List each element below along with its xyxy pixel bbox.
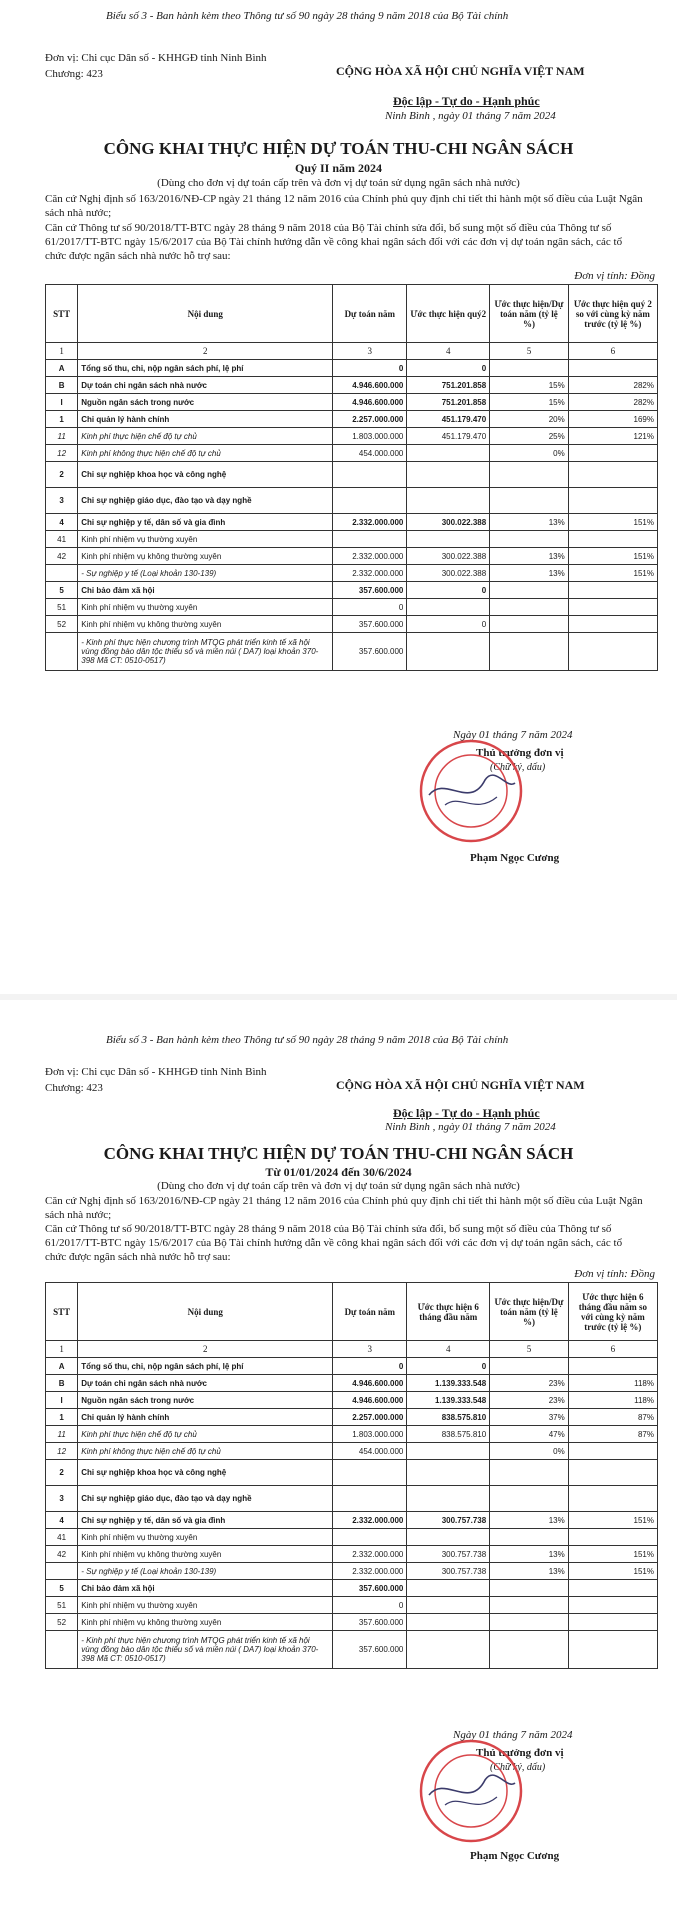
row-yoy: [568, 1486, 657, 1512]
col-index: 2: [78, 343, 333, 360]
motto: Độc lập - Tự do - Hạnh phúc: [393, 94, 540, 108]
row-plan: 2.332.000.000: [333, 565, 407, 582]
row-yoy: 151%: [568, 1563, 657, 1580]
row-actual: 300.757.738: [407, 1546, 490, 1563]
col-index: 3: [333, 1341, 407, 1358]
row-stt: I: [46, 394, 78, 411]
row-actual: [407, 1443, 490, 1460]
row-yoy: [568, 1614, 657, 1631]
row-yoy: 151%: [568, 1546, 657, 1563]
row-yoy: [568, 1358, 657, 1375]
document-title: CÔNG KHAI THỰC HIỆN DỰ TOÁN THU-CHI NGÂN SÁCH: [103, 1144, 574, 1163]
row-yoy: 151%: [568, 565, 657, 582]
row-actual: 300.022.388: [407, 514, 490, 531]
row-stt: 2: [46, 1460, 78, 1486]
row-ratio: [490, 360, 569, 377]
period: Quý II năm 2024: [294, 161, 383, 175]
row-yoy: [568, 1529, 657, 1546]
row-content: Kinh phí nhiệm vụ không thường xuyên: [78, 548, 333, 565]
row-stt: 41: [46, 1529, 78, 1546]
issued-note: Biểu số 3 - Ban hành kèm theo Thông tư số 90 ngày 28 tháng 9 năm 2018 của Bộ Tài chính: [106, 10, 509, 22]
budget-table: [45, 1282, 658, 1669]
row-ratio: 15%: [490, 377, 569, 394]
table-row: [46, 582, 658, 599]
col-index: 5: [490, 1341, 569, 1358]
col-header-plan: Dự toán năm: [333, 1283, 407, 1341]
row-ratio: [490, 599, 569, 616]
row-stt: 4: [46, 514, 78, 531]
row-stt: 12: [46, 445, 78, 462]
col-index: 1: [46, 1341, 78, 1358]
table-row: [46, 1486, 658, 1512]
row-content: Kinh phí thực hiện chế độ tự chủ: [78, 428, 333, 445]
row-plan: 4.946.600.000: [333, 1392, 407, 1409]
currency-unit: Đơn vị tính: Đồng: [574, 1268, 655, 1280]
row-plan: 357.600.000: [333, 633, 407, 671]
table-row: [46, 445, 658, 462]
row-content: Nguồn ngân sách trong nước: [78, 1392, 333, 1409]
row-actual: 451.179.470: [407, 411, 490, 428]
row-content: Chi bảo đảm xã hội: [78, 1580, 333, 1597]
row-plan: 454.000.000: [333, 445, 407, 462]
col-header-yoy: Ước thực hiện quý 2 so với cùng kỳ năm trước (tỷ lệ %): [568, 285, 657, 343]
chapter-line: Chương: 423: [45, 1082, 103, 1094]
row-plan: 0: [333, 360, 407, 377]
row-plan: 357.600.000: [333, 616, 407, 633]
row-actual: 838.575.810: [407, 1426, 490, 1443]
col-index: 5: [490, 343, 569, 360]
row-stt: 3: [46, 488, 78, 514]
table-row: [46, 1631, 658, 1669]
table-row: [46, 1426, 658, 1443]
row-stt: 52: [46, 1614, 78, 1631]
row-yoy: [568, 1597, 657, 1614]
row-actual: 0: [407, 582, 490, 599]
row-content: Kinh phí nhiệm vụ thường xuyên: [78, 1597, 333, 1614]
col-header-ratio: Ước thực hiện/Dự toán năm (tỷ lệ %): [490, 1283, 569, 1341]
row-plan: 2.332.000.000: [333, 514, 407, 531]
row-stt: 51: [46, 1597, 78, 1614]
table-row: [46, 1614, 658, 1631]
row-stt: [46, 633, 78, 671]
motto: Độc lập - Tự do - Hạnh phúc: [393, 1106, 540, 1120]
row-content: - Sự nghiệp y tế (Loại khoản 130-139): [78, 1563, 333, 1580]
row-ratio: [490, 1529, 569, 1546]
table-row: [46, 1563, 658, 1580]
row-actual: [407, 1580, 490, 1597]
signature-date: Ngày 01 tháng 7 năm 2024: [453, 1729, 573, 1741]
table-row: [46, 599, 658, 616]
table-row: [46, 411, 658, 428]
table-row: [46, 428, 658, 445]
signer-name: Phạm Ngọc Cương: [470, 1850, 560, 1862]
signature-date: Ngày 01 tháng 7 năm 2024: [453, 729, 573, 741]
row-yoy: [568, 1631, 657, 1669]
table-row: [46, 1443, 658, 1460]
col-index: 2: [78, 1341, 333, 1358]
row-content: Dự toán chi ngân sách nhà nước: [78, 377, 333, 394]
row-plan: 1.803.000.000: [333, 1426, 407, 1443]
row-plan: [333, 488, 407, 514]
row-yoy: 151%: [568, 548, 657, 565]
row-yoy: [568, 616, 657, 633]
table-row: [46, 360, 658, 377]
row-stt: 11: [46, 428, 78, 445]
period: Từ 01/01/2024 đến 30/6/2024: [265, 1165, 412, 1179]
row-ratio: [490, 582, 569, 599]
row-plan: 0: [333, 1358, 407, 1375]
row-actual: [407, 599, 490, 616]
row-content: - Kinh phí thực hiện chương trình MTQG phát triển kinh tế xã hội vùng đồng bào dân tộc thiểu số và miền núi ( DA7) loại khoản 370-398 Mã CT: 0510-0517): [78, 1631, 333, 1669]
table-row: [46, 1597, 658, 1614]
table-row: [46, 1546, 658, 1563]
row-plan: 2.332.000.000: [333, 1512, 407, 1529]
row-stt: 2: [46, 462, 78, 488]
row-stt: 3: [46, 1486, 78, 1512]
row-ratio: [490, 616, 569, 633]
row-yoy: [568, 633, 657, 671]
table-body: [46, 360, 658, 671]
table-row: [46, 616, 658, 633]
nation-header: CỘNG HÒA XÃ HỘI CHỦ NGHĨA VIỆT NAM: [336, 64, 585, 78]
row-stt: [46, 565, 78, 582]
row-stt: 52: [46, 616, 78, 633]
row-actual: [407, 1614, 490, 1631]
legal-basis-2: Căn cứ Thông tư số 90/2018/TT-BTC ngày 28 tháng 9 năm 2018 của Bộ Tài chính sửa đổi, bổ sung một số điều của Thông tư số 61/2017/TT-BTC ngày 15/6/2017 của Bộ Tài chính hướng dẫn về công khai ngân sách đối với các đơn vị dự toán ngân sách, các tổ chức được ngân sách nhà nước hỗ trợ sau:: [45, 222, 623, 262]
row-content: Chi sự nghiệp giáo dục, đào tạo và dạy nghề: [78, 1486, 333, 1512]
row-content: - Sự nghiệp y tế (Loại khoản 130-139): [78, 565, 333, 582]
row-plan: 2.257.000.000: [333, 411, 407, 428]
row-content: Chi sự nghiệp khoa học và công nghệ: [78, 1460, 333, 1486]
row-content: Chi quản lý hành chính: [78, 411, 333, 428]
row-ratio: [490, 531, 569, 548]
row-actual: 838.575.810: [407, 1409, 490, 1426]
row-yoy: [568, 1460, 657, 1486]
col-header-ratio: Ước thực hiện/Dự toán năm (tỷ lệ %): [490, 285, 569, 343]
row-actual: [407, 1631, 490, 1669]
row-stt: 41: [46, 531, 78, 548]
row-ratio: 23%: [490, 1392, 569, 1409]
row-ratio: 0%: [490, 1443, 569, 1460]
row-plan: [333, 1486, 407, 1512]
table-body: [46, 1358, 658, 1669]
row-plan: 0: [333, 1597, 407, 1614]
row-ratio: 13%: [490, 514, 569, 531]
row-ratio: [490, 633, 569, 671]
row-content: Kinh phí nhiệm vụ thường xuyên: [78, 1529, 333, 1546]
row-stt: 5: [46, 582, 78, 599]
row-content: Chi sự nghiệp giáo dục, đào tạo và dạy nghề: [78, 488, 333, 514]
row-stt: 1: [46, 1409, 78, 1426]
row-content: Kinh phí nhiệm vụ thường xuyên: [78, 599, 333, 616]
signature-note: (Chữ ký, dấu): [490, 762, 546, 773]
table-row: [46, 531, 658, 548]
row-ratio: 13%: [490, 1512, 569, 1529]
row-actual: 0: [407, 1358, 490, 1375]
row-yoy: 118%: [568, 1375, 657, 1392]
row-plan: 4.946.600.000: [333, 394, 407, 411]
table-row: [46, 633, 658, 671]
row-actual: [407, 1597, 490, 1614]
table-row: [46, 1460, 658, 1486]
col-index: 6: [568, 343, 657, 360]
table-row: [46, 1409, 658, 1426]
row-plan: [333, 462, 407, 488]
row-ratio: 15%: [490, 394, 569, 411]
col-header-actual: Ước thực hiện 6 tháng đầu năm: [407, 1283, 490, 1341]
row-stt: [46, 1563, 78, 1580]
col-header-yoy: Ước thực hiện 6 tháng đầu năm so với cùng kỳ năm trước (tỷ lệ %): [568, 1283, 657, 1341]
row-actual: [407, 1460, 490, 1486]
row-plan: 2.332.000.000: [333, 1546, 407, 1563]
row-actual: [407, 1529, 490, 1546]
row-ratio: 20%: [490, 411, 569, 428]
row-ratio: 13%: [490, 1546, 569, 1563]
issued-note: Biểu số 3 - Ban hành kèm theo Thông tư số 90 ngày 28 tháng 9 năm 2018 của Bộ Tài chính: [106, 1034, 509, 1046]
row-yoy: [568, 599, 657, 616]
row-content: Kinh phí không thực hiện chế độ tự chủ: [78, 1443, 333, 1460]
table-row: [46, 488, 658, 514]
row-stt: A: [46, 1358, 78, 1375]
official-stamp-icon: [415, 735, 527, 847]
row-plan: 357.600.000: [333, 1580, 407, 1597]
row-yoy: 121%: [568, 428, 657, 445]
row-content: - Kinh phí thực hiện chương trình MTQG phát triển kinh tế xã hội vùng đồng bào dân tộc thiểu số và miền núi ( DA7) loại khoản 370-398 Mã CT: 0510-0517): [78, 633, 333, 671]
row-yoy: [568, 531, 657, 548]
row-actual: 300.022.388: [407, 565, 490, 582]
document-title: CÔNG KHAI THỰC HIỆN DỰ TOÁN THU-CHI NGÂN SÁCH: [103, 139, 574, 158]
row-ratio: 13%: [490, 565, 569, 582]
row-stt: 4: [46, 1512, 78, 1529]
nation-header: CỘNG HÒA XÃ HỘI CHỦ NGHĨA VIỆT NAM: [336, 1078, 585, 1092]
row-stt: 42: [46, 1546, 78, 1563]
currency-unit: Đơn vị tính: Đồng: [574, 270, 655, 282]
row-actual: 751.201.858: [407, 377, 490, 394]
row-content: Nguồn ngân sách trong nước: [78, 394, 333, 411]
row-actual: 0: [407, 616, 490, 633]
row-actual: 300.757.738: [407, 1563, 490, 1580]
row-stt: 42: [46, 548, 78, 565]
row-ratio: [490, 1614, 569, 1631]
row-plan: 2.332.000.000: [333, 1563, 407, 1580]
row-ratio: 25%: [490, 428, 569, 445]
legal-basis-1: Căn cứ Nghị định số 163/2016/NĐ-CP ngày 21 tháng 12 năm 2016 của Chính phủ quy định chi tiết thi hành một số điều của Luật Ngân sách nhà nước;: [45, 193, 643, 219]
place-date: Ninh Bình , ngày 01 tháng 7 năm 2024: [385, 1121, 556, 1133]
row-content: Chi sự nghiệp y tế, dân số và gia đình: [78, 514, 333, 531]
row-actual: 300.022.388: [407, 548, 490, 565]
row-plan: 1.803.000.000: [333, 428, 407, 445]
row-plan: 357.600.000: [333, 1631, 407, 1669]
row-yoy: [568, 1443, 657, 1460]
row-stt: 51: [46, 599, 78, 616]
row-plan: 357.600.000: [333, 1614, 407, 1631]
row-ratio: [490, 1631, 569, 1669]
unit-line: Đơn vị: Chi cục Dân số - KHHGĐ tỉnh Ninh Bình: [45, 1066, 267, 1078]
row-yoy: 151%: [568, 514, 657, 531]
row-actual: 300.757.738: [407, 1512, 490, 1529]
row-actual: 451.179.470: [407, 428, 490, 445]
col-index: 6: [568, 1341, 657, 1358]
row-actual: 751.201.858: [407, 394, 490, 411]
row-content: Dự toán chi ngân sách nhà nước: [78, 1375, 333, 1392]
row-stt: [46, 1631, 78, 1669]
row-stt: A: [46, 360, 78, 377]
row-plan: [333, 531, 407, 548]
table-row: [46, 1512, 658, 1529]
table-row: [46, 394, 658, 411]
table-row: [46, 377, 658, 394]
col-header-plan: Dự toán năm: [333, 285, 407, 343]
row-yoy: 118%: [568, 1392, 657, 1409]
row-ratio: [490, 1580, 569, 1597]
row-actual: [407, 488, 490, 514]
row-stt: 11: [46, 1426, 78, 1443]
row-yoy: [568, 1580, 657, 1597]
row-plan: 2.332.000.000: [333, 548, 407, 565]
table-row: [46, 1529, 658, 1546]
row-content: Kinh phí nhiệm vụ không thường xuyên: [78, 1546, 333, 1563]
table-row: [46, 1392, 658, 1409]
row-plan: 357.600.000: [333, 582, 407, 599]
legal-basis-2: Căn cứ Thông tư số 90/2018/TT-BTC ngày 28 tháng 9 năm 2018 của Bộ Tài chính sửa đổi, bổ sung một số điều của Thông tư số 61/2017/TT-BTC ngày 15/6/2017 của Bộ Tài chính hướng dẫn về công khai ngân sách đối với các đơn vị dự toán ngân sách, các tổ chức được ngân sách nhà nước hỗ trợ sau:: [45, 1223, 623, 1263]
row-content: Kinh phí nhiệm vụ không thường xuyên: [78, 616, 333, 633]
row-yoy: [568, 445, 657, 462]
row-ratio: 37%: [490, 1409, 569, 1426]
row-stt: 1: [46, 411, 78, 428]
row-stt: B: [46, 1375, 78, 1392]
row-yoy: [568, 488, 657, 514]
row-ratio: 13%: [490, 1563, 569, 1580]
col-header-content: Nội dung: [78, 1283, 333, 1341]
report-page-6-months: [0, 1000, 677, 1909]
row-actual: 1.139.333.548: [407, 1392, 490, 1409]
row-stt: 12: [46, 1443, 78, 1460]
row-ratio: [490, 1358, 569, 1375]
table-row: [46, 514, 658, 531]
col-index: 3: [333, 343, 407, 360]
row-content: Tổng số thu, chi, nộp ngân sách phí, lệ phí: [78, 1358, 333, 1375]
row-yoy: [568, 360, 657, 377]
row-content: Chi sự nghiệp y tế, dân số và gia đình: [78, 1512, 333, 1529]
chapter-line: Chương: 423: [45, 68, 103, 80]
usage-note: (Dùng cho đơn vị dự toán cấp trên và đơn vị dự toán sử dụng ngân sách nhà nước): [157, 1180, 520, 1192]
table-row: [46, 548, 658, 565]
signer-name: Phạm Ngọc Cương: [470, 852, 560, 864]
row-yoy: 282%: [568, 377, 657, 394]
col-header-actual: Ước thực hiện quý2: [407, 285, 490, 343]
row-actual: [407, 1486, 490, 1512]
row-plan: 454.000.000: [333, 1443, 407, 1460]
row-plan: [333, 1529, 407, 1546]
legal-basis-1: Căn cứ Nghị định số 163/2016/NĐ-CP ngày 21 tháng 12 năm 2016 của Chính phủ quy định chi tiết thi hành một số điều của Luật Ngân sách nhà nước;: [45, 1195, 643, 1221]
row-actual: [407, 445, 490, 462]
table-row: [46, 565, 658, 582]
row-ratio: 23%: [490, 1375, 569, 1392]
row-ratio: [490, 1597, 569, 1614]
signature-title: Thủ trưởng đơn vị: [476, 747, 564, 759]
row-yoy: 87%: [568, 1426, 657, 1443]
row-content: Chi bảo đảm xã hội: [78, 582, 333, 599]
budget-table: [45, 284, 658, 671]
row-stt: 5: [46, 1580, 78, 1597]
row-actual: 1.139.333.548: [407, 1375, 490, 1392]
col-header-stt: STT: [46, 1283, 78, 1341]
col-index: 4: [407, 343, 490, 360]
table-row: [46, 462, 658, 488]
row-yoy: [568, 462, 657, 488]
unit-line: Đơn vị: Chi cục Dân số - KHHGĐ tỉnh Ninh Bình: [45, 52, 267, 64]
row-yoy: 282%: [568, 394, 657, 411]
col-index: 4: [407, 1341, 490, 1358]
row-ratio: [490, 488, 569, 514]
row-content: Chi quản lý hành chính: [78, 1409, 333, 1426]
row-ratio: 0%: [490, 445, 569, 462]
row-ratio: 13%: [490, 548, 569, 565]
row-plan: 0: [333, 599, 407, 616]
col-header-stt: STT: [46, 285, 78, 343]
row-yoy: 151%: [568, 1512, 657, 1529]
table-row: [46, 1580, 658, 1597]
row-actual: [407, 462, 490, 488]
table-row: [46, 1375, 658, 1392]
row-content: Kinh phí không thực hiện chế độ tự chủ: [78, 445, 333, 462]
row-yoy: [568, 582, 657, 599]
row-stt: I: [46, 1392, 78, 1409]
row-ratio: 47%: [490, 1426, 569, 1443]
place-date: Ninh Bình , ngày 01 tháng 7 năm 2024: [385, 110, 556, 122]
row-stt: B: [46, 377, 78, 394]
row-yoy: 87%: [568, 1409, 657, 1426]
row-content: Chi sự nghiệp khoa học và công nghệ: [78, 462, 333, 488]
official-stamp-icon: [415, 1735, 527, 1847]
row-actual: 0: [407, 360, 490, 377]
row-plan: [333, 1460, 407, 1486]
row-plan: 2.257.000.000: [333, 1409, 407, 1426]
row-content: Kinh phí thực hiện chế độ tự chủ: [78, 1426, 333, 1443]
col-header-content: Nội dung: [78, 285, 333, 343]
signature-note: (Chữ ký, dấu): [490, 1762, 546, 1773]
signature-title: Thủ trưởng đơn vị: [476, 1747, 564, 1759]
row-ratio: [490, 462, 569, 488]
row-content: Tổng số thu, chi, nộp ngân sách phí, lệ phí: [78, 360, 333, 377]
row-yoy: 169%: [568, 411, 657, 428]
row-actual: [407, 531, 490, 548]
row-plan: 4.946.600.000: [333, 1375, 407, 1392]
row-ratio: [490, 1460, 569, 1486]
col-index: 1: [46, 343, 78, 360]
table-row: [46, 1358, 658, 1375]
usage-note: (Dùng cho đơn vị dự toán cấp trên và đơn vị dự toán sử dụng ngân sách nhà nước): [157, 177, 520, 189]
row-actual: [407, 633, 490, 671]
row-content: Kinh phí nhiệm vụ không thường xuyên: [78, 1614, 333, 1631]
row-ratio: [490, 1486, 569, 1512]
row-plan: 4.946.600.000: [333, 377, 407, 394]
row-content: Kinh phí nhiệm vụ thường xuyên: [78, 531, 333, 548]
